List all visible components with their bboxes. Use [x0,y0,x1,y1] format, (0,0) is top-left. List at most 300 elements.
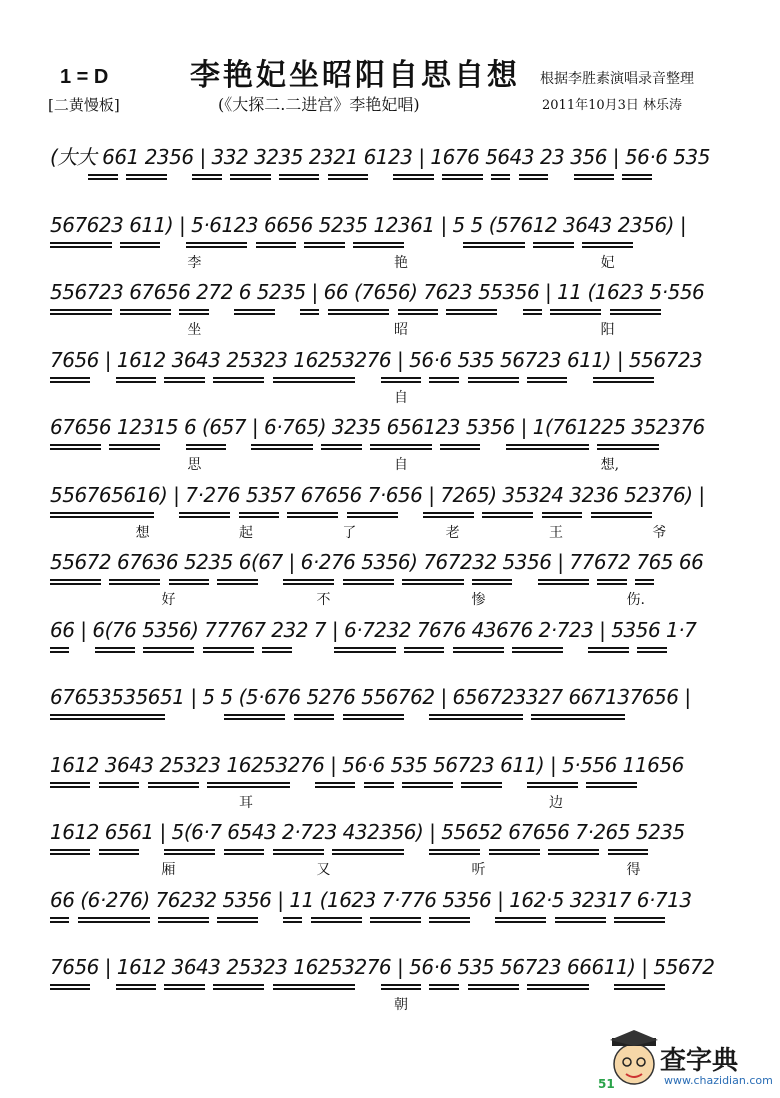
beam [99,853,139,855]
beam [608,853,648,855]
beam [88,178,118,180]
beam [429,381,459,383]
lyric-char: 好 [161,592,176,608]
beam [50,782,90,784]
score-line [44,817,744,887]
beam [50,651,69,653]
beam [50,242,112,244]
beam [164,853,215,855]
beam [402,786,453,788]
beam [287,512,338,514]
beam [109,579,160,581]
beam [370,917,421,919]
beam [143,651,194,653]
beam [109,448,160,450]
beam [472,579,512,581]
beam [527,984,589,986]
beam [116,377,156,379]
beam [224,714,286,716]
beam [491,178,510,180]
beam [381,377,421,379]
beam [109,583,160,585]
beam-lines [50,782,740,796]
beam [597,579,627,581]
beam [332,853,404,855]
watermark-url: www.chazidian.com [664,1074,773,1087]
score-line [44,480,744,550]
beam [273,984,356,986]
beam [370,448,432,450]
beam [472,583,512,585]
beam [262,647,292,649]
beam [637,647,667,649]
beam [489,849,540,851]
beam [148,782,199,784]
beam [542,516,582,518]
lyric-char: 惨 [471,592,486,608]
beam [429,718,522,720]
beam [370,921,421,923]
beam [527,786,578,788]
beam [491,174,510,176]
beam [531,718,624,720]
beam [300,313,319,315]
beam [207,786,290,788]
score-line [44,412,744,482]
notation-text: 556765616) | 7·276 5357 67656 7·656 | 7265) 35324 3236 52376) | [50,482,705,507]
beam [542,512,582,514]
beam [635,579,654,581]
page-title: 李艳妃坐昭阳自思自想 [190,58,520,93]
beam [164,984,204,986]
notation-text: 67656 12315 6 (657 | 6·765) 3235 656123 5356 | 1(761225 352376 [50,415,705,439]
beam [50,381,90,383]
beam [213,377,264,379]
beam [109,444,160,446]
beam [192,174,222,176]
beam [78,921,150,923]
beam [50,377,90,379]
beam [88,174,118,176]
beam [256,242,296,244]
beam [533,242,573,244]
beam [364,786,394,788]
lyric-char: 思 [187,457,202,473]
score-line [44,750,744,820]
beam [50,714,165,716]
beam [50,921,69,923]
score-line [44,682,744,752]
beam [402,579,464,581]
beam [597,444,659,446]
beam [586,786,637,788]
beam [186,246,248,248]
beam [273,853,324,855]
notation-text: 7656 | 1612 3643 25323 16253276 | 56·6 535 56723 611) | 556723 [50,347,703,372]
beam [591,516,653,518]
lyric-char: 想, [600,457,620,473]
notation-text: 67653535651 | 5 5 (5·676 5276 556762 | 656723327 667137656 | [50,685,691,709]
beam [442,174,482,176]
lyric-char: 不 [316,592,331,608]
lyric-char: 听 [471,862,486,878]
lyric-char: 伤. [626,592,645,608]
beam [315,782,355,784]
beam [179,512,230,514]
beam [99,786,139,788]
beam [343,583,394,585]
lyric-char: 爷 [652,524,667,541]
beam [334,647,396,649]
beam [512,647,563,649]
beam [213,984,264,986]
beam [440,448,480,450]
beam [593,377,655,379]
beam [279,174,319,176]
beam [614,917,665,919]
beam [461,786,501,788]
beam [99,782,139,784]
beam [538,579,589,581]
notation-text: 66 (6·276) 76232 5356 | 11 (1623 7·776 5356 | 162·5 32317 6·713 [50,887,692,912]
beam [429,921,469,923]
beam [506,444,589,446]
lyric-char: 李 [187,254,202,271]
beam [50,512,154,514]
beam [527,377,567,379]
beam [224,853,264,855]
beam [429,988,459,990]
beam [381,988,421,990]
beam [321,448,361,450]
beam [429,917,469,919]
beam [550,313,601,315]
beam [423,516,474,518]
beam [239,516,279,518]
beam [186,448,226,450]
beam [429,849,480,851]
beam-lines [50,917,740,931]
beam [126,174,166,176]
beam [468,988,519,990]
beam-lines [50,647,740,661]
beam [120,309,171,311]
beam [224,849,264,851]
notation-text: 7656 | 1612 3643 25323 16253276 | 56·6 535 56723 66611) | 55672 [50,955,715,979]
svg-text:51: 51 [598,1077,615,1091]
beam [164,849,215,851]
beam [78,917,150,919]
beam [99,849,139,851]
beam [463,246,525,248]
beam [614,988,665,990]
beam [213,988,264,990]
beam [169,579,209,581]
beam [597,583,627,585]
beam [230,178,270,180]
beam [50,786,90,788]
beam [548,853,599,855]
beam [239,512,279,514]
beam [283,917,302,919]
beam [50,309,112,311]
beam [287,516,338,518]
beam [614,921,665,923]
beam [328,313,390,315]
beam [273,377,356,379]
beam [148,786,199,788]
beam-lines [50,714,740,728]
tempo-marking: [二黄慢板] [48,96,120,114]
beam [574,178,614,180]
beam [429,714,522,716]
beam [50,853,90,855]
beam [531,714,624,716]
beam [179,309,209,311]
beam [347,516,398,518]
beam [597,448,659,450]
beam [120,313,171,315]
beam [523,313,542,315]
beam [495,917,546,919]
beam [404,647,444,649]
beam [50,917,69,919]
beam [429,984,459,986]
beam [283,579,334,581]
beam [164,377,204,379]
subtitle: (《大探二.二进宫》李艳妃唱) [218,95,420,114]
beam [186,444,226,446]
beam [635,583,654,585]
beam [50,718,165,720]
score-line [44,952,744,1022]
beam [179,313,209,315]
beam [50,448,101,450]
credit-date-author: 2011年10月3日 林乐涛 [542,98,683,113]
beam [294,718,334,720]
beam [453,647,504,649]
beam [482,516,533,518]
beam [468,984,519,986]
beam [393,178,433,180]
beam [50,246,112,248]
beam [294,714,334,716]
beam [506,448,589,450]
beam [143,647,194,649]
beam [304,246,344,248]
beam [120,242,160,244]
beam [116,984,156,986]
beam [207,782,290,784]
beam [164,988,204,990]
beam [463,242,525,244]
beam [217,579,257,581]
beam [203,647,254,649]
beam [519,174,549,176]
lyric-char: 艳 [394,254,408,271]
beam [217,917,257,919]
score-line [44,885,744,955]
notation-text: 567623 611) | 5·6123 6656 5235 12361 | 5 5 (57612 3643 2356) | [50,212,687,237]
beam [588,651,628,653]
beam [402,782,453,784]
beam [321,444,361,446]
notation-text: 66 | 6(76 5356) 77767 232 7 | 6·7232 7676 43676 2·723 | 5356 1·7 [50,617,697,642]
lyric-char: 自 [394,389,408,406]
lyric-char: 耳 [239,794,253,811]
beam [582,246,633,248]
credit-source: 根据李胜素演唱录音整理 [540,71,694,87]
beam [393,174,433,176]
beam [224,718,286,720]
beam [468,377,519,379]
beam [203,651,254,653]
beam [158,921,209,923]
beam [328,309,390,311]
lyric-char: 妃 [600,254,615,271]
beam [158,917,209,919]
beam [527,782,578,784]
beam [489,853,540,855]
beam [50,516,154,518]
beam [311,917,362,919]
lyric-char: 坐 [187,322,202,338]
score-line [44,210,744,280]
lyric-char: 又 [316,862,331,878]
beam [593,381,655,383]
beam [332,849,404,851]
beam [50,984,90,986]
beam [527,988,589,990]
beam [533,246,573,248]
beam [610,309,661,311]
beam [588,647,628,649]
beam [622,178,652,180]
lyric-char: 厢 [161,862,176,878]
beam [637,651,667,653]
beam [116,381,156,383]
beam [328,178,368,180]
beam [446,313,497,315]
beam [300,309,319,311]
beam [256,246,296,248]
score-line [44,142,744,212]
lyric-char: 了 [342,524,357,541]
beam-lines [50,174,740,188]
score-line [44,345,744,415]
notation-text: 1612 6561 | 5(6·7 6543 2·723 432356) | 55652 67656 7·265 5235 [50,820,685,844]
notation-text: 1612 3643 25323 16253276 | 56·6 535 56723 611) | 5·556 11656 [50,752,684,777]
beam [50,849,90,851]
beam [442,178,482,180]
beam [381,984,421,986]
beam [550,309,601,311]
beam [343,718,405,720]
beam [251,448,313,450]
beam [482,512,533,514]
beam [370,444,432,446]
beam [622,174,652,176]
beam [217,583,257,585]
beam [213,381,264,383]
beam [404,651,444,653]
beam [217,921,257,923]
beam [353,242,404,244]
key-signature: 1 = D [60,66,109,88]
beam [192,178,222,180]
score-line [44,277,744,347]
beam [50,988,90,990]
beam [126,178,166,180]
beam [311,921,362,923]
beam [523,309,542,311]
beam [279,178,319,180]
beam [453,651,504,653]
watermark-brand: 查字典 [660,1046,739,1076]
beam [402,583,464,585]
lyric-char: 起 [239,524,253,541]
beam [538,583,589,585]
beam [283,921,302,923]
beam [343,714,405,716]
beam [527,381,567,383]
beam [262,651,292,653]
beam [586,782,637,784]
score-line [44,547,744,617]
beam [304,242,344,244]
beam [353,246,404,248]
beam [614,984,665,986]
lyric-char: 想 [135,524,150,541]
beam [591,512,653,514]
beam [347,512,398,514]
notation-text: 556723 67656 272 6 5235 | 66 (7656) 7623 55356 | 11 (1623 5·556 [50,280,705,304]
beam [610,313,661,315]
notation-text: 55672 67636 5235 6(67 | 6·276 5356) 767232 5356 | 77672 765 66 [50,550,704,574]
lyric-char: 朝 [394,997,408,1013]
notation-text: (大大 661 2356 | 332 3235 2321 6123 | 1676 5643 23 356 | 56·6 535 [50,145,710,169]
beam [95,651,135,653]
beam [120,246,160,248]
beam [429,853,480,855]
lyric-char: 王 [549,524,563,541]
beam [398,313,438,315]
beam [423,512,474,514]
beam [440,444,480,446]
beam [555,921,606,923]
beam [381,381,421,383]
beam [50,313,112,315]
beam [273,849,324,851]
beam [315,786,355,788]
beam [251,444,313,446]
lyric-char: 得 [626,862,641,878]
beam [468,381,519,383]
beam [461,782,501,784]
beam [273,381,356,383]
beam [95,647,135,649]
beam [582,242,633,244]
beam [230,174,270,176]
beam [50,647,69,649]
lyric-char: 自 [394,457,408,473]
beam [50,583,101,585]
beam [273,988,356,990]
beam [283,583,334,585]
beam [328,174,368,176]
beam [343,579,394,581]
lyric-char: 昭 [394,322,408,338]
